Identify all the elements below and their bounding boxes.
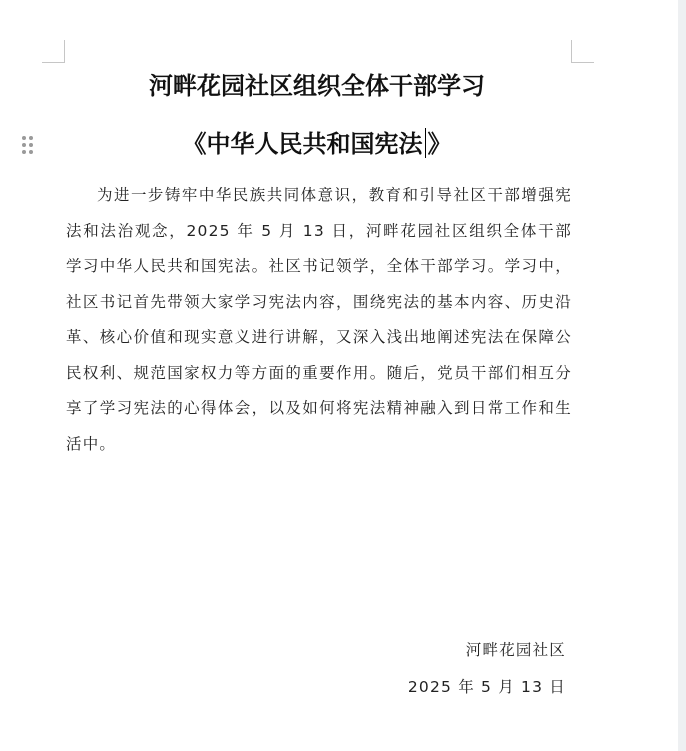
drag-handle-icon[interactable] (22, 136, 36, 156)
signature-date[interactable]: 2025 年 5 月 13 日 (407, 678, 566, 696)
title-line-2[interactable] (62, 128, 572, 162)
page-corner-top-right-icon (571, 40, 594, 63)
page-corner-top-left-icon (42, 40, 65, 63)
title-line-1[interactable]: 河畔花园社区组织全体干部学习 (149, 72, 485, 100)
title-line-2-closing: 》 (427, 130, 452, 158)
body-paragraph[interactable]: 为进一步铸牢中华民族共同体意识，教育和引导社区干部增强宪法和法治观念，2025 年 5 月 13 日，河畔花园社区组织全体干部学习中华人民共和国宪法。社区书记领学，全体干部学习。学习中，社区书记首先带领大家学习宪法内容，围绕宪法的基本内容、历史沿革、核心价值和现实意义进行讲解，又深入浅出地阐述宪法在保障公民权利、规范国家权力等方面的重要作用。随后，党员干部们相互分享了学习宪法的心得体会，以及如何将宪法精神融入到日常工作和生活中。 (66, 186, 572, 453)
title-line-2-text: 《中华人民共和国宪法 (182, 130, 423, 158)
scrollbar[interactable] (678, 0, 686, 751)
signature-organization[interactable]: 河畔花园社区 (465, 641, 566, 659)
text-cursor (425, 128, 426, 158)
